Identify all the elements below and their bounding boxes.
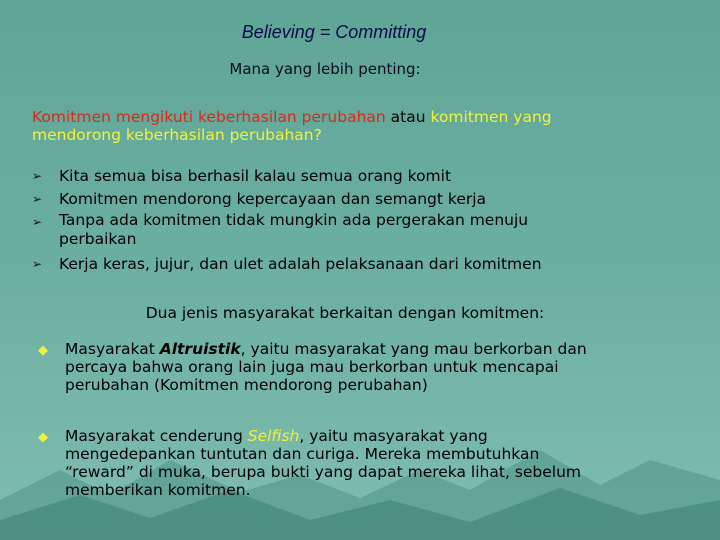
list-item-text: Tanpa ada komitmen tidak mungkin ada pergerakan menuju perbaikan bbox=[59, 211, 529, 248]
society-line1-rest: , yaitu masyarakat yang bbox=[299, 427, 488, 445]
slide-subtitle: Mana yang lebih penting: bbox=[229, 60, 421, 78]
list-item bbox=[32, 165, 652, 188]
society-list-altruistic bbox=[38, 340, 688, 394]
society-prefix: Masyarakat cenderung bbox=[65, 427, 248, 445]
list-item-text: Kerja keras, jujur, dan ulet adalah pelaksanaan dari komitmen bbox=[59, 255, 542, 273]
bullet-list bbox=[32, 165, 652, 276]
section-heading: Dua jenis masyarakat berkaitan dengan komitmen: bbox=[145, 304, 545, 322]
society-keyword: Selfish bbox=[247, 427, 300, 445]
question-part-connector: atau bbox=[385, 108, 431, 126]
question-part-yellow: komitmen yang bbox=[430, 108, 552, 126]
arrow-bullet-icon: ➢ bbox=[32, 169, 43, 183]
arrow-bullet-icon: ➢ bbox=[32, 257, 43, 271]
diamond-bullet-icon: ◆ bbox=[38, 343, 48, 358]
society-keyword: Altruistik bbox=[159, 340, 241, 358]
society-line2: percaya bahwa orang lain juga mau berkorban untuk mencapai bbox=[65, 358, 559, 376]
list-item-text: Kita semua bisa berhasil kalau semua orang komit bbox=[59, 167, 452, 185]
diamond-bullet-icon: ◆ bbox=[38, 430, 48, 445]
list-item-text: Komitmen mendorong kepercayaan dan semangt kerja bbox=[59, 190, 487, 208]
slide-title: Believing = Committing bbox=[241, 22, 427, 42]
society-line2: mengedepankan tuntutan dan curiga. Mereka membutuhkan bbox=[65, 445, 540, 463]
society-line4: memberikan komitmen. bbox=[65, 481, 251, 499]
society-line3: perubahan (Komitmen mendorong perubahan) bbox=[65, 376, 428, 394]
list-item bbox=[38, 340, 688, 394]
list-item bbox=[32, 253, 652, 276]
list-item bbox=[32, 188, 652, 211]
list-item bbox=[32, 211, 529, 249]
question-part-yellow-2: mendorong keberhasilan perubahan? bbox=[32, 126, 322, 144]
society-list-selfish bbox=[38, 427, 688, 499]
list-item bbox=[38, 427, 688, 499]
arrow-bullet-icon: ➢ bbox=[32, 215, 43, 229]
society-prefix: Masyarakat bbox=[65, 340, 160, 358]
society-line1-rest: , yaitu masyarakat yang mau berkorban dan bbox=[240, 340, 587, 358]
question-part-red: Komitmen mengikuti keberhasilan perubahan bbox=[32, 108, 386, 126]
question-text bbox=[32, 108, 672, 144]
society-line3: “reward” di muka, berupa bukti yang dapat mereka lihat, sebelum bbox=[65, 463, 582, 481]
arrow-bullet-icon: ➢ bbox=[32, 192, 43, 206]
